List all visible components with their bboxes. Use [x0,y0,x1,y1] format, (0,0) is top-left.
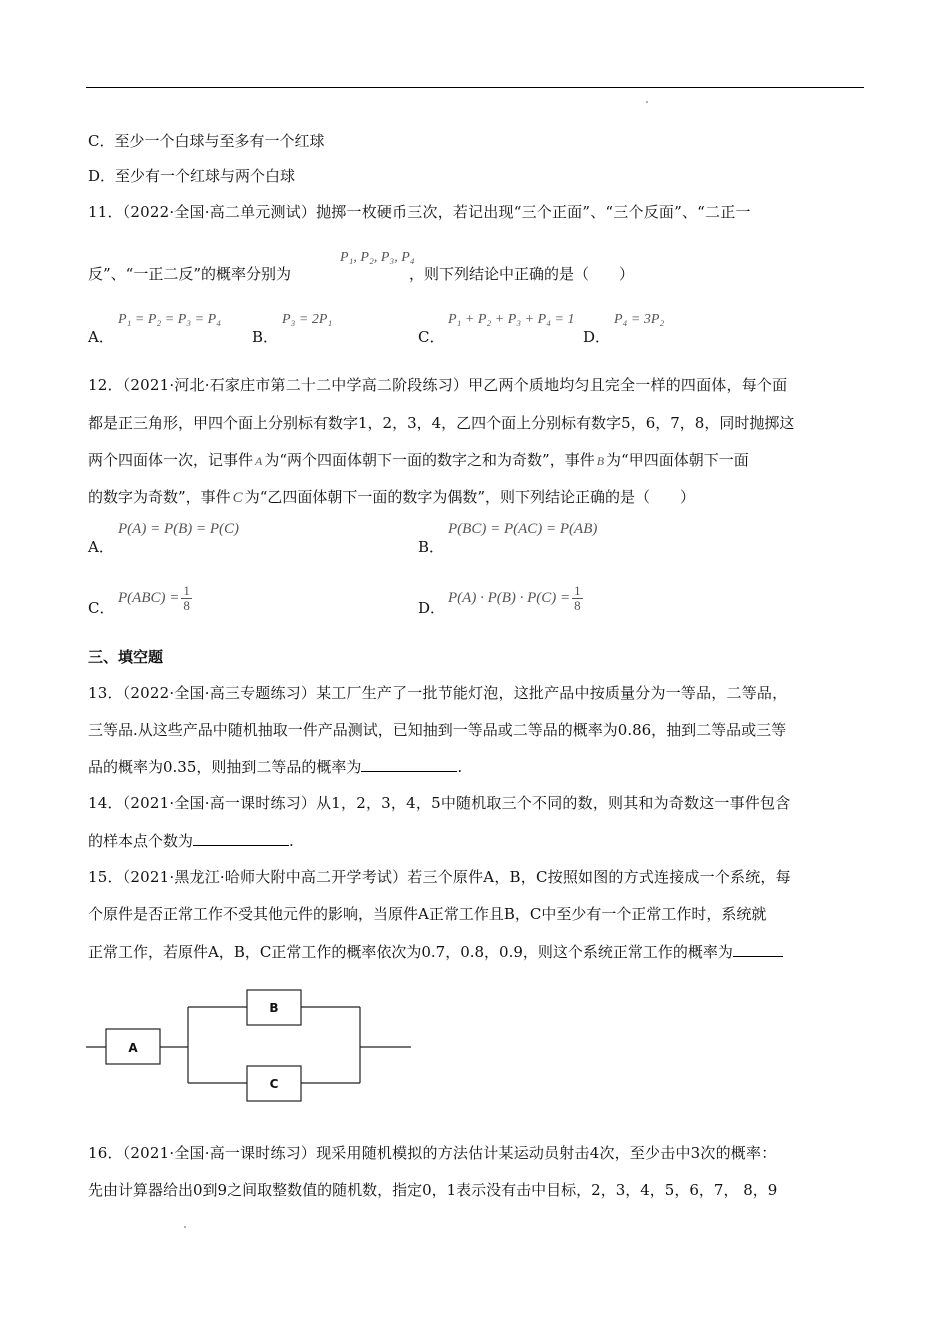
q12-line-4-a: 的数字为奇数”，事件 [88,488,231,506]
fraction-denominator: 8 [574,598,581,613]
q16-line-2: 先由计算器给出0到9之间取整数值的随机数，指定0，1表示没有击中目标，2，3，4，5，6，7， 8，9 [88,1181,778,1199]
q13-line-3 [88,755,462,778]
fraction-one-eighth [181,584,192,613]
q11-probabilities-math: P₁, P₂, P₃, P₄ [340,250,415,265]
q12-option-b-math: P(BC) = P(AC) = P(AB) [448,521,598,537]
label-b: B [269,1001,279,1015]
q11-line-2 [88,263,634,285]
q12-line-1: 12．（2021·河北·石家庄市第二十二中学高二阶段练习）甲乙两个质地均匀且完全一样的四面体，每个面 [88,376,788,394]
event-a-symbol: A [255,454,263,468]
q14-line-2-text: 的样本点个数为 [88,832,194,850]
q15-circuit-diagram [86,985,416,1105]
fraction-one-eighth [572,584,583,613]
decorative-dot [184,1226,186,1228]
header-rule [86,87,864,88]
q15-line-3 [88,940,783,963]
q15-line-2: 个原件是否正常工作不受其他元件的影响，当原件A正常工作且B，C中至少有一个正常工作时，系统就 [88,905,767,923]
q10-option-d: D．至少有一个红球与两个白球 [88,167,296,185]
q12-option-a-math: P(A) = P(B) = P(C) [118,521,240,537]
q12-line-4 [88,486,695,509]
q11-option-a-math: P₁ = P₂ = P₃ = P₄ [118,312,222,327]
fraction-numerator: 1 [183,583,190,598]
q11-option-b-label: B． [252,328,279,346]
q15-answer-blank[interactable] [733,940,783,957]
q13-line-3-text: 品的概率为0.35，则抽到二等品的概率为 [88,758,362,776]
q13-answer-blank[interactable] [361,755,457,772]
q12-option-d-math [448,584,583,613]
decorative-dot [646,101,648,103]
q14-line-1: 14．（2021·全国·高一课时练习）从1，2，3，4，5中随机取三个不同的数，则其和为奇数这一事件包含 [88,794,791,812]
q15-line-1: 15．（2021·黑龙江·哈师大附中高二开学考试）若三个原件A，B，C按照如图的方式连接成一个系统，每 [88,868,791,886]
q11-line-2-text-a: 反”、“一正二反”的概率分别为 [88,265,292,283]
label-a: A [128,1041,138,1055]
section-heading-fill-in: 三、填空题 [88,648,164,666]
q12-line-3-c: 为“甲四面体朝下一面 [606,451,749,469]
q12-option-d-expr: P(A) · P(B) · P(C) = [448,589,571,606]
q14-line-2-end: . [289,832,294,850]
fraction-denominator: 8 [183,598,190,613]
q12-option-b-label: B． [418,538,445,556]
q11-line-1: 11．（2022·全国·高二单元测试）抛掷一枚硬币三次，若记出现“三个正面”、“三个反面”、“二正一 [88,203,751,221]
q15-line-3-text: 正常工作，若原件A，B，C正常工作的概率依次为0.7，0.8，0.9，则这个系统正常工作的概率为 [88,943,733,961]
q14-line-2 [88,829,294,852]
event-b-symbol: B [596,454,605,468]
q12-line-2: 都是正三角形，甲四个面上分别标有数字1，2，3，4，乙四个面上分别标有数字5，6，7，8，同时抛掷这 [88,414,795,432]
q12-option-c-expr: P(ABC) = [118,589,180,606]
event-c-symbol: C [232,490,243,506]
q13-line-3-end: . [457,758,463,776]
q12-line-3 [88,449,749,472]
q11-option-d-math: P₄ = 3P₂ [614,312,665,327]
q14-answer-blank[interactable] [193,829,289,846]
q12-option-c-math [118,584,192,613]
q16-line-1: 16．（2021·全国·高一课时练习）现采用随机模拟的方法估计某运动员射击4次，至少击中3次的概率： [88,1144,777,1162]
q11-line-2-text-b: ，则下列结论中正确的是（ ） [409,265,635,283]
q12-line-3-b: 为“两个四面体朝下一面的数字之和为奇数”，事件 [264,451,595,469]
q11-option-b-math: P₃ = 2P₁ [282,312,333,327]
q13-line-2: 三等品.从这些产品中随机抽取一件产品测试，已知抽到一等品或二等品的概率为0.86，抽到二等品或三等 [88,721,787,739]
label-c: C [269,1077,279,1091]
fraction-numerator: 1 [574,583,581,598]
q12-line-3-a: 两个四面体一次，记事件 [88,451,254,469]
q12-option-d-label: D． [418,599,446,617]
q11-option-c-label: C． [418,328,445,346]
q10-option-c: C．至少一个白球与至多有一个红球 [88,132,325,150]
q11-option-c-math: P₁ + P₂ + P₃ + P₄ = 1 [448,312,575,327]
q11-option-a-label: A． [88,328,114,346]
q12-option-c-label: C． [88,599,115,617]
q11-option-d-label: D． [583,328,611,346]
q12-line-4-b: 为“乙四面体朝下一面的数字为偶数”，则下列结论正确的是（ ） [244,488,696,506]
q12-option-a-label: A． [88,538,114,556]
q13-line-1: 13．（2022·全国·高三专题练习）某工厂生产了一批节能灯泡，这批产品中按质量分为一等品，二等品， [88,684,788,702]
